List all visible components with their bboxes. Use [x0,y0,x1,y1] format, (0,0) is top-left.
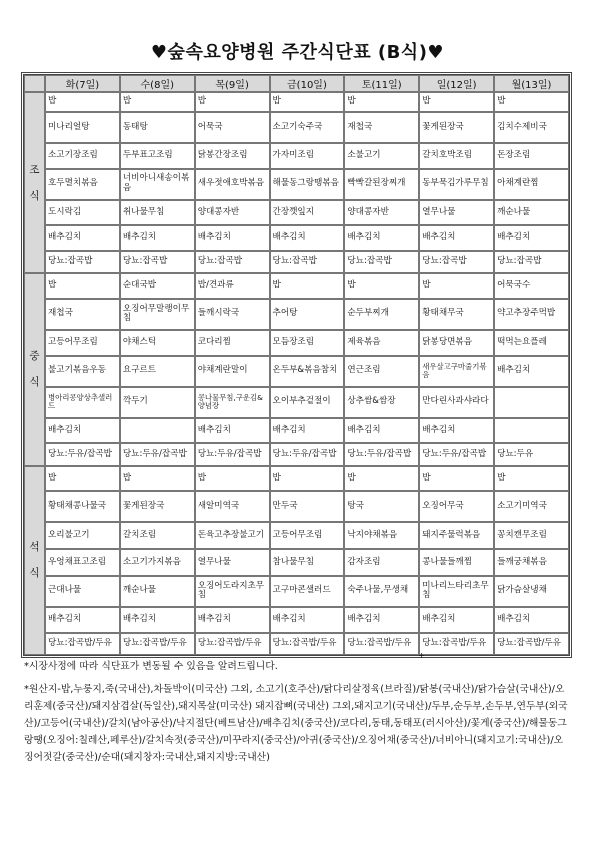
menu-item: 배추김치 [494,607,569,633]
day-header: 금(10일) [270,75,345,92]
menu-item: 우엉채표고조림 [45,549,120,576]
menu-item: 배추김치 [344,607,419,633]
menu-item: 취나물무침 [120,200,195,226]
menu-item: 아채계란찜 [494,169,569,200]
menu-item: 배추김치 [45,225,120,251]
menu-item: 연근조림 [344,356,419,387]
menu-item: 동부묵김가루무침 [419,169,494,200]
menu-item: 밥 [344,466,419,492]
menu-item: 오징어무말랭이무침 [120,299,195,330]
menu-row [24,491,569,522]
menu-item: 꽃게된장국 [419,112,494,143]
menu-item: 새알미역국 [195,491,270,522]
menu-item: 간장깻잎지 [270,200,345,226]
menu-item: 당뇨:두유/잡곡밥 [344,443,419,465]
meal-label-char: 중 [29,350,40,363]
menu-item: 당뇨:잡곡밥/두유 [195,633,270,655]
menu-item: 콩나물무침,구운김&양념장 [195,387,270,418]
menu-item: 배추김치 [344,418,419,444]
day-header-row [24,75,569,92]
menu-item: 해물동그랑땡볶음 [270,169,345,200]
menu-item: 양대콩자반 [344,200,419,226]
menu-item: 당뇨:두유/잡곡밥 [270,443,345,465]
menu-item: 당뇨:잡곡밥 [270,251,345,273]
menu-item: 닭봉당면볶음 [419,330,494,356]
menu-row [24,633,569,655]
menu-row [24,330,569,356]
menu-item: 깨순나물 [494,200,569,226]
menu-item: 배추김치 [270,225,345,251]
menu-item: 밥 [494,466,569,492]
menu-row [24,356,569,387]
menu-item: 돈육고추장불고기 [195,522,270,549]
menu-item: 배추김치 [120,607,195,633]
day-header: 목(9일) [195,75,270,92]
menu-item: 근대나물 [45,576,120,607]
menu-item: 밥 [494,92,569,112]
menu-item: 배추김치 [195,418,270,444]
menu-row [24,92,569,112]
menu-item: 들깨시락국 [195,299,270,330]
menu-item: 불고기볶음우동 [45,356,120,387]
menu-item: 당뇨:잡곡밥 [195,251,270,273]
meal-label-char: 식 [29,567,40,580]
menu-item: 밥/견과류 [195,273,270,299]
meal-label-char: 식 [29,189,40,202]
origin-notice: *원산지-밥,누룽지,죽(국내산),차돌박이(미국산) 그외, 소고기(호주산)/닭다리살정육(브라질)/닭봉(국내산)/닭가슴살(국내산)/오리훈제(중국산)/돼지삼겹살(독일산),돼지목살(미국산) 돼지잡뼈(국내산) 그외,돼지고기(국내산)/두부,순두부,손두부,연두부(외국산)/고등어(국내산)/갈치(남아공산)/낙지절단(베트남산)/배추김치(중국산)/코다리,동태,동태포(러시아산)/꽃게(중국산)/해물동그랑땡(오징어:칠레산,페루산)/갈치속젓(중국산)/미꾸라지(중국산)/아귀(중국산)/오징어채(중국산)/너비아니(돼지고기:국내산)/오징어젓갈(중국산)/순대(돼지창자:국내산,돼지지방:국내산) [24,684,568,763]
menu-item: 도시락김 [45,200,120,226]
menu-row [24,225,569,251]
menu-item: 야채스틱 [120,330,195,356]
menu-item: 밥 [344,92,419,112]
menu-item: 동태탕 [120,112,195,143]
menu-item: 밥 [419,92,494,112]
meal-label [24,273,45,465]
menu-item: 배추김치 [270,607,345,633]
menu-item: 밥 [270,92,345,112]
menu-item: 고구마콘샐러드 [270,576,345,607]
menu-item: 김치수제비국 [494,112,569,143]
menu-item: 돈장조림 [494,143,569,169]
menu-item: 갈치호박조림 [419,143,494,169]
menu-item: 순두부찌개 [344,299,419,330]
menu-item: 당뇨:두유/잡곡밥 [419,443,494,465]
menu-item: 밥 [270,466,345,492]
menu-item: 새우살고구마줄기볶음 [419,356,494,387]
menu-item: 배추김치 [120,225,195,251]
menu-item: 참나물무침 [270,549,345,576]
menu-item: 배추김치 [270,418,345,444]
menu-item: 갈치조림 [120,522,195,549]
menu-item: 감자조림 [344,549,419,576]
menu-item: 만다린사과샤라다 [419,387,494,418]
menu-item: 순대국밥 [120,273,195,299]
menu-item: 오징어도라지초무침 [195,576,270,607]
menu-item: 당뇨:잡곡밥 [494,251,569,273]
meal-label-char: 조 [29,163,40,176]
menu-row [24,112,569,143]
menu-item: 떡먹는요플레 [494,330,569,356]
menu-item: 소고기가지볶음 [120,549,195,576]
menu-item: 당뇨:잡곡밥/두유 [45,633,120,655]
menu-item: 배추김치 [195,607,270,633]
menu-item: 당뇨:두유 [494,443,569,465]
menu-item: 열무나물 [419,200,494,226]
menu-item: 새우젓애호박볶음 [195,169,270,200]
menu-item: 배추김치 [419,607,494,633]
menu-item [494,418,569,444]
menu-item: 만두국 [270,491,345,522]
menu-row [24,443,569,465]
menu-item: 밥 [419,273,494,299]
menu-item: 당뇨:잡곡밥 [120,251,195,273]
menu-item: 야채계란말이 [195,356,270,387]
menu-row [24,549,569,576]
menu-item: 당뇨:잡곡밥/두유 [419,633,494,655]
menu-item: 미나리얼탕 [45,112,120,143]
menu-item: 병아리콩양상추샐러드 [45,387,120,418]
menu-item: 고등어무조림 [45,330,120,356]
day-header: 화(7일) [45,75,120,92]
menu-item: 밥 [195,466,270,492]
corner-cell [24,75,45,92]
menu-item: 낙지야채볶음 [344,522,419,549]
menu-item: 소불고기 [344,143,419,169]
menu-item: 소고기숙주국 [270,112,345,143]
menu-item: 밥 [344,273,419,299]
menu-item: 너비아니새송이볶음 [120,169,195,200]
day-header: 수(8일) [120,75,195,92]
menu-row [24,299,569,330]
menu-item: 밥 [45,92,120,112]
menu-item: 밥 [419,466,494,492]
menu-row [24,273,569,299]
menu-item: 열무나물 [195,549,270,576]
menu-item: 콩나물들깨찜 [419,549,494,576]
menu-row [24,387,569,418]
page-title: ♥숲속요양병원 주간식단표 (B식)♥ [150,42,445,63]
menu-item: 밥 [45,466,120,492]
menu-item: 배추김치 [419,225,494,251]
menu-item: 소고기장조림 [45,143,120,169]
menu-item: 상추쌈&쌈장 [344,387,419,418]
menu-row [24,576,569,607]
menu-item: 오이부추겉절이 [270,387,345,418]
menu-item: 밥 [120,92,195,112]
menu-item: 당뇨:잡곡밥/두유 [120,633,195,655]
meal-label-char: 식 [29,376,40,389]
menu-item: 배추김치 [419,418,494,444]
menu-item: 당뇨:잡곡밥 [344,251,419,273]
menu-item: 밥 [120,466,195,492]
change-notice: *시장사정에 따라 식단표가 변동될 수 있음을 알려드립니다. [24,661,278,672]
menu-item: 밥 [270,273,345,299]
meal-label [24,92,45,273]
menu-item: 닭봉간장조림 [195,143,270,169]
menu-row [24,418,569,444]
menu-item: 가자미조림 [270,143,345,169]
menu-item: 황태채콩나물국 [45,491,120,522]
menu-item: 오징어무국 [419,491,494,522]
menu-item: 재첩국 [344,112,419,143]
menu-item: 빡빡갈된장찌개 [344,169,419,200]
menu-item: 요구르트 [120,356,195,387]
menu-item: 어묵국 [195,112,270,143]
menu-item: 들깨궁채볶음 [494,549,569,576]
menu-item: 당뇨:두유/잡곡밥 [45,443,120,465]
menu-item: 꽁치캔무조림 [494,522,569,549]
menu-item: 당뇨:두유/잡곡밥 [120,443,195,465]
menu-row [24,169,569,200]
menu-item [494,387,569,418]
menu-item: 호두멸치볶음 [45,169,120,200]
meal-label [24,466,45,655]
menu-item: 밥 [195,92,270,112]
meal-label-char: 석 [29,541,40,554]
day-header: 토(11일) [344,75,419,92]
menu-item: 탕국 [344,491,419,522]
menu-item: 닭가슴살냉채 [494,576,569,607]
menu-item: 오리불고기 [45,522,120,549]
menu-item: 약고추장주먹밥 [494,299,569,330]
menu-item: 재첩국 [45,299,120,330]
menu-item: 고등어무조림 [270,522,345,549]
menu-item: 코다리찜 [195,330,270,356]
menu-item: 미나리느타리초무침 [419,576,494,607]
menu-item: 깍두기 [120,387,195,418]
menu-item: 숙주나물,무생채 [344,576,419,607]
menu-item: 당뇨:잡곡밥 [45,251,120,273]
menu-item: 배추김치 [45,607,120,633]
menu-item: 배추김치 [494,356,569,387]
menu-item: 황태채무국 [419,299,494,330]
menu-item: 배추김치 [45,418,120,444]
day-header: 일(12일) [419,75,494,92]
menu-item: 배추김치 [494,225,569,251]
menu-item: 당뇨:잡곡밥/두유 [494,633,569,655]
menu-item: 배추김치 [344,225,419,251]
menu-item: 돼지주물럭볶음 [419,522,494,549]
menu-item: 깨순나물 [120,576,195,607]
menu-item: 소고기미역국 [494,491,569,522]
day-header: 월(13일) [494,75,569,92]
menu-item: 당뇨:잡곡밥/두유 [270,633,345,655]
menu-row [24,522,569,549]
menu-item: 두부표고조림 [120,143,195,169]
menu-item: 꽃게된장국 [120,491,195,522]
menu-item: 제육볶음 [344,330,419,356]
menu-item: 밥 [45,273,120,299]
menu-item: 온두부&볶음참치 [270,356,345,387]
menu-item: 당뇨:두유/잡곡밥 [195,443,270,465]
menu-row [24,200,569,226]
menu-item: 어묵국수 [494,273,569,299]
menu-row [24,607,569,633]
menu-item: 양대콩자반 [195,200,270,226]
menu-row [24,466,569,492]
weekly-menu-table [21,72,572,658]
menu-item: 당뇨:잡곡밥/두유 [344,633,419,655]
menu-row [24,251,569,273]
menu-item: 당뇨:잡곡밥 [419,251,494,273]
menu-item [120,418,195,444]
menu-row [24,143,569,169]
menu-item: 배추김치 [195,225,270,251]
plus-mark: + [418,651,425,660]
menu-item: 추어탕 [270,299,345,330]
menu-item: 모듬장조림 [270,330,345,356]
